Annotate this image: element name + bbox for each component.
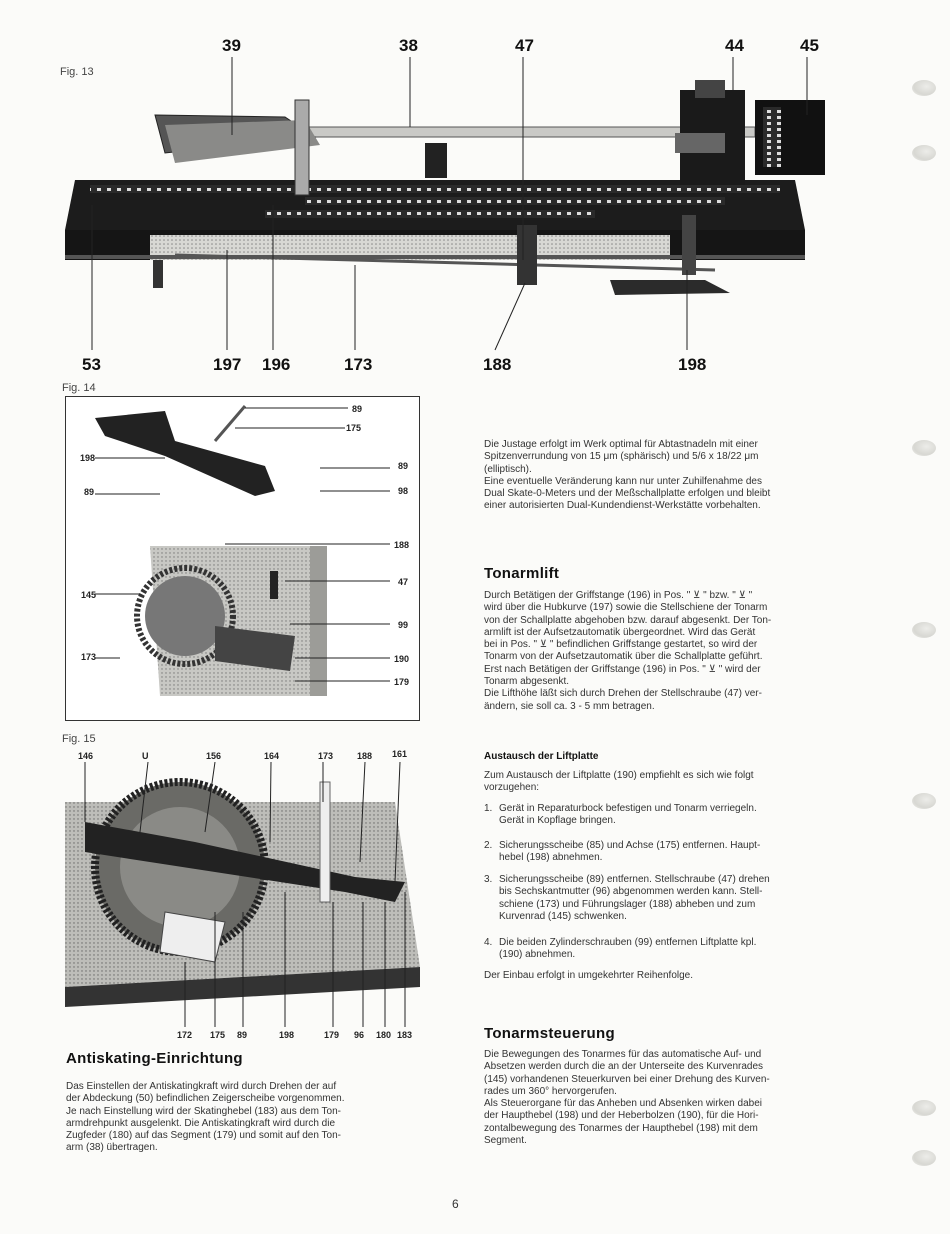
page-number: 6: [452, 1197, 459, 1211]
fig15-callout: U: [142, 751, 149, 761]
punch-hole: [912, 80, 936, 96]
fig13-callout: 196: [262, 355, 291, 374]
fig15-callout: 161: [392, 749, 408, 759]
punch-hole: [912, 145, 936, 161]
fig13-callout: 197: [213, 355, 242, 374]
liftplatte-intro: Zum Austausch der Liftplatte (190) empfiehlt es sich wie folgt vorzugehen:: [484, 770, 754, 794]
fig14-callout: 173: [81, 652, 97, 662]
fig14-callout: 198: [80, 453, 96, 463]
fig15-callout: 188: [357, 751, 373, 761]
antiskating-illustration: [65, 762, 425, 1027]
turntable-illustration: [55, 55, 825, 360]
fig15-label: Fig. 15: [62, 733, 96, 745]
fig14-callout: 89: [84, 487, 95, 497]
fig14-callout: 98: [398, 486, 409, 496]
fig15-callout: 164: [264, 751, 280, 761]
fig14-callout: 190: [394, 654, 410, 664]
fig13-callout: 198: [678, 355, 707, 374]
antiskating-body: Das Einstellen der Antiskatingkraft wird durch Drehen der auf der Abdeckung (50) befindlichen Zeigerscheibe vorgenommen. Je nach Einstellung wird der Skatinghebel (183) aus dem Ton- armdrehpunkt ausgelenkt. Die Antiskatingkraft wird durch die Zugfeder (180) auf das Segment (179) und somit auf den Ton- arm (38) übertragen.: [66, 1081, 345, 1154]
liftplatte-heading: Austausch der Liftplatte: [484, 751, 599, 762]
liftplatte-step: 4. Die beiden Zylinderschrauben (99) entfernen Liftplatte kpl. (190) abnehmen.: [484, 937, 757, 961]
tonarmsteuerung-body: Die Bewegungen des Tonarmes für das automatische Auf- und Absetzen werden durch die an der Unterseite des Kurvenrades (145) vorhandenen Steuerkurven bei einer Drehung des Kurven- rades um 360° hervorgerufen. Als Steuerorgane für das Anheben und Absenken wirken dabei der Haupthebel (198) und der Heberbolzen (190), für die Hori- zontalbewegung des Tonarmes der Haupthebel (198) mit dem Segment.: [484, 1049, 770, 1147]
fig14-callout: 175: [346, 423, 362, 433]
fig14-callout: 89: [398, 461, 409, 471]
punch-hole: [912, 1100, 936, 1116]
fig15-callout: 172: [177, 1030, 193, 1040]
fig13-callout: 47: [515, 36, 534, 55]
fig14-callout: 179: [394, 677, 410, 687]
fig14-callout: 145: [81, 590, 97, 600]
tonarmlift-heading: Tonarmlift: [484, 565, 560, 582]
tonarmsteuerung-heading: Tonarmsteuerung: [484, 1025, 615, 1042]
fig15-callout: 173: [318, 751, 334, 761]
fig13-label: Fig. 13: [60, 66, 94, 78]
punch-hole: [912, 622, 936, 638]
punch-hole: [912, 440, 936, 456]
fig14-callout: 188: [394, 540, 410, 550]
fig15-callout: 156: [206, 751, 222, 761]
punch-hole: [912, 793, 936, 809]
fig15-callout: 175: [210, 1030, 226, 1040]
fig15-callout: 183: [397, 1030, 413, 1040]
tonarmlift-body: Durch Betätigen der Griffstange (196) in Pos. " ⊻ " bzw. " ⊻ " wird über die Hubkurve (197) sowie die Stellschiene der Tonarm von der Schallplatte abgehoben bzw. darauf abgesenkt. Der Ton- armlift ist der Aufsetzautomatik übergeordnet. Wird das Gerät bei in Pos. " ⊻ " befindlichen Griffstange gestartet, so wird der Tonarm von der Aufsetzautomatik über die Schallplatte geführt. Erst nach Betätigen der Griffstange (196) in Pos. " ⊻ " wird der Tonarm abgesenkt. Die Lifthöhe läßt sich durch Drehen der Stellschraube (47) ver- ändern, sie soll ca. 3 - 5 mm betragen.: [484, 590, 772, 712]
fig13-callout: 39: [222, 36, 241, 55]
fig13-callout: 53: [82, 355, 101, 374]
justage-paragraph: Die Justage erfolgt im Werk optimal für Abtastnadeln mit einer Spitzenverrundung von 15 μm (sphärisch) und 5/6 x 18/22 μm (elliptisch). Eine eventuelle Veränderung kann nur unter Zuhilfenahme des Dual Skate-0-Meters und der Meßschallplatte erfolgen und bleibt einer autorisierten Dual-Kundendienst-Werkstätte vorbehalten.: [484, 439, 771, 512]
fig13-callout: 188: [483, 355, 512, 374]
fig15-callout: 180: [376, 1030, 392, 1040]
fig15-callout: 179: [324, 1030, 340, 1040]
fig14-callout: 99: [398, 620, 409, 630]
fig15-callout: 146: [78, 751, 94, 761]
liftplatte-outro: Der Einbau erfolgt in umgekehrter Reihenfolge.: [484, 970, 694, 981]
fig15-callout: 198: [279, 1030, 295, 1040]
fig15-callout: 96: [354, 1030, 365, 1040]
punch-hole: [912, 1150, 936, 1166]
fig13-callout: 45: [800, 36, 819, 55]
fig14-label: Fig. 14: [62, 382, 96, 394]
fig13-callout: 38: [399, 36, 418, 55]
fig15-callout: 89: [237, 1030, 248, 1040]
antiskating-heading: Antiskating-Einrichtung: [66, 1050, 243, 1067]
fig14-callout: 47: [398, 577, 409, 587]
fig13-callout: 173: [344, 355, 373, 374]
fig13-callout: 44: [725, 36, 744, 55]
liftplatte-step: 2. Sicherungsscheibe (85) und Achse (175) entfernen. Haupt- hebel (198) abnehmen.: [484, 840, 761, 864]
liftplatte-step: 3. Sicherungsscheibe (89) entfernen. Stellschraube (47) drehen bis Sechskantmutter (96) abgenommen werden kann. Stell- schiene (173) und Führungslager (188) abheben und zum Kurvenrad (145) schwenken.: [484, 874, 770, 922]
liftplatte-step: 1. Gerät in Reparaturbock befestigen und Tonarm verriegeln. Gerät in Kopflage bringen.: [484, 803, 757, 827]
lift-mechanism-illustration: [65, 396, 420, 721]
fig14-callout: 89: [352, 404, 363, 414]
